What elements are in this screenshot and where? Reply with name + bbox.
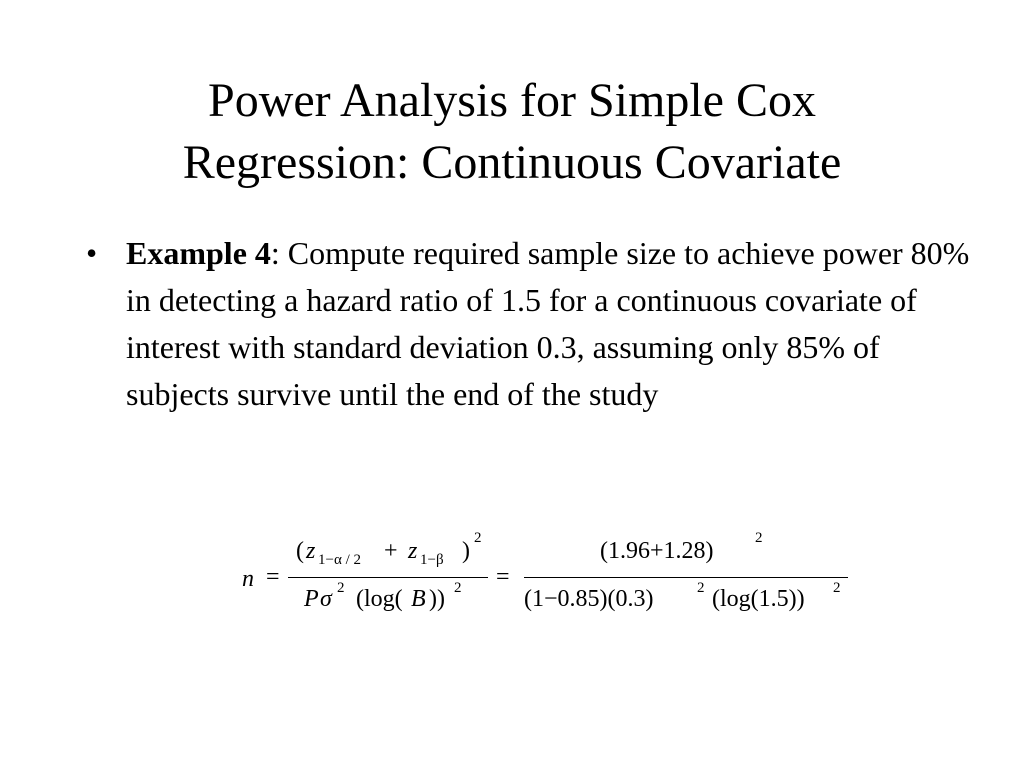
z-beta-subscript: 1−β	[420, 552, 444, 568]
numerator-1-close: )	[462, 538, 470, 564]
example-description: : Compute required sample size to achieve power 80% in detecting a hazard ratio of 1.5 for a continuous covariate of interest with standard deviation 0.3, assuming only 85% of subjects survive until the end of the study	[126, 235, 970, 412]
equation-lhs-n: n	[242, 566, 254, 592]
bullet-list	[86, 230, 986, 418]
plus-sign: +	[384, 538, 398, 564]
denominator-P: P	[304, 586, 319, 612]
fraction-bar-2	[524, 577, 848, 578]
sample-size-equation	[200, 528, 900, 628]
fraction-bar-1	[288, 577, 488, 578]
z-beta: z	[408, 538, 418, 564]
numerator-2-exponent: 2	[755, 530, 763, 546]
denominator-1-exponent: 2	[454, 580, 462, 596]
example-label: Example 4	[126, 235, 271, 271]
z-alpha-subscript: 1−α / 2	[318, 552, 361, 568]
denominator-2-part-a-exponent: 2	[697, 580, 705, 596]
title-line-1: Power Analysis for Simple Cox	[208, 74, 816, 127]
denominator-sigma: σ	[320, 586, 332, 612]
title-line-2: Regression: Continuous Covariate	[182, 136, 842, 189]
z-alpha: z	[306, 538, 316, 564]
denominator-2-part-a: (1−0.85)(0.3)	[524, 586, 654, 612]
equals-sign-2: =	[496, 564, 510, 590]
slide-title	[0, 70, 1024, 194]
denominator-log-close: ))	[429, 586, 445, 612]
bullet-item	[86, 230, 986, 418]
sigma-exponent: 2	[337, 580, 345, 596]
bullet-marker: •	[86, 235, 98, 271]
denominator-2-part-b: (log(1.5))	[712, 586, 805, 612]
denominator-log-open: (log(	[356, 586, 403, 612]
numerator-1-open: (	[296, 538, 304, 564]
denominator-B: B	[411, 586, 426, 612]
bullet-text	[126, 235, 969, 412]
numerator-1-exponent: 2	[474, 530, 482, 546]
equals-sign-1: =	[266, 564, 280, 590]
numerator-2: (1.96+1.28)	[600, 538, 714, 564]
denominator-2-part-b-exponent: 2	[833, 580, 841, 596]
